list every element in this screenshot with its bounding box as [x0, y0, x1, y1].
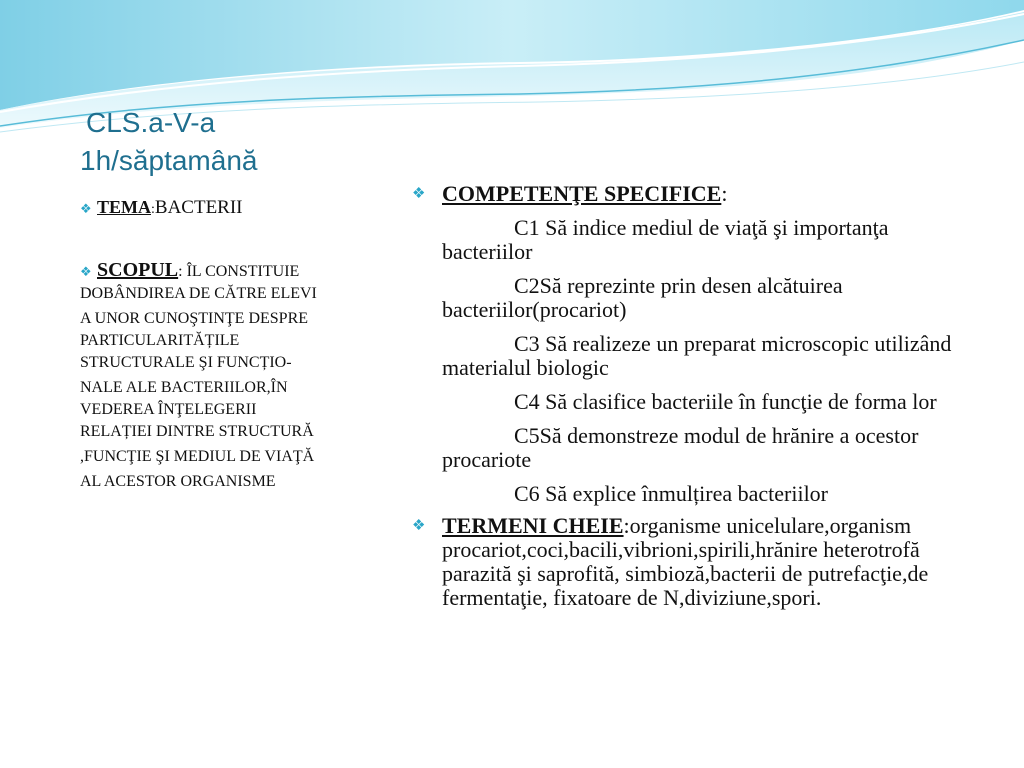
scopul-line: ÎL CONSTITUIE — [186, 263, 300, 280]
termeni-text: organisme unicelulare,organism procariot,coci,bacili,vibrioni,spirili,hrănire heterotrofă parazită şi saprofită, simbioză,bacterii de putrefacţie,de fermentaţie, fixatoare de N,diviziune,spori. — [442, 513, 929, 610]
competenta-item: C6 Să explice înmulțirea bacteriilor — [514, 481, 829, 506]
slide-title — [80, 104, 257, 180]
scopul-line: RELAȚIEI DINTRE STRUCTURĂ — [80, 423, 314, 440]
scopul-line: NALE ALE BACTERIILOR,ÎN — [80, 379, 288, 396]
scopul-line: AL ACESTOR ORGANISME — [80, 473, 276, 490]
scopul-line: DOBÂNDIREA DE CĂTRE ELEVI — [80, 285, 317, 302]
right-column — [412, 182, 972, 610]
tema-value: BACTERII — [154, 197, 243, 218]
diamond-bullet-icon: ❖ — [412, 518, 426, 534]
scopul-line: PARTICULARITĂȚILE — [80, 332, 240, 349]
slide-title-line-1: CLS.a-V-a — [86, 107, 216, 138]
left-column — [80, 194, 400, 493]
tema-separator: : — [151, 202, 155, 217]
competenta-item: C4 Să clasifice bacteriile în funcţie de forma lor — [514, 389, 937, 414]
competente-separator: : — [721, 181, 728, 206]
competenta-item: C5Să demonstreze modul de hrănire a ocestor procariote — [442, 423, 919, 472]
diamond-bullet-icon: ❖ — [412, 186, 426, 202]
diamond-bullet-icon: ❖ — [80, 201, 92, 216]
competente-heading — [412, 182, 972, 206]
termeni-keyword: TERMENI CHEIE — [442, 513, 624, 538]
slide-title-line-2: 1h/săptamână — [80, 145, 258, 176]
diamond-bullet-icon: ❖ — [80, 264, 92, 279]
competenta-item: C1 Să indice mediul de viaţă şi importanţa bacteriilor — [442, 215, 889, 264]
scopul-separator: : — [178, 263, 187, 280]
scopul-line: A UNOR CUNOŞTINŢE DESPRE — [80, 310, 309, 327]
termeni-separator: : — [623, 513, 630, 538]
competente-list — [412, 216, 972, 506]
competenta-item: C2Să reprezinte prin desen alcătuirea bacteriilor(procariot) — [442, 273, 843, 322]
scopul-line: ,FUNCŢIE ŞI MEDIUL DE VIAŢĂ — [80, 448, 315, 465]
scopul-paragraph — [80, 259, 400, 493]
scopul-keyword: SCOPUL — [97, 259, 179, 281]
termeni-paragraph — [412, 514, 972, 610]
tema-paragraph — [80, 194, 400, 223]
tema-keyword: TEMA — [97, 197, 151, 217]
scopul-line: STRUCTURALE ŞI FUNCȚIO- — [80, 354, 292, 371]
scopul-line: VEDEREA ÎNŢELEGERII — [80, 401, 257, 418]
competente-keyword: COMPETENŢE SPECIFICE — [442, 181, 722, 206]
competenta-item: C3 Să realizeze un preparat microscopic utilizând materialul biologic — [442, 331, 952, 380]
